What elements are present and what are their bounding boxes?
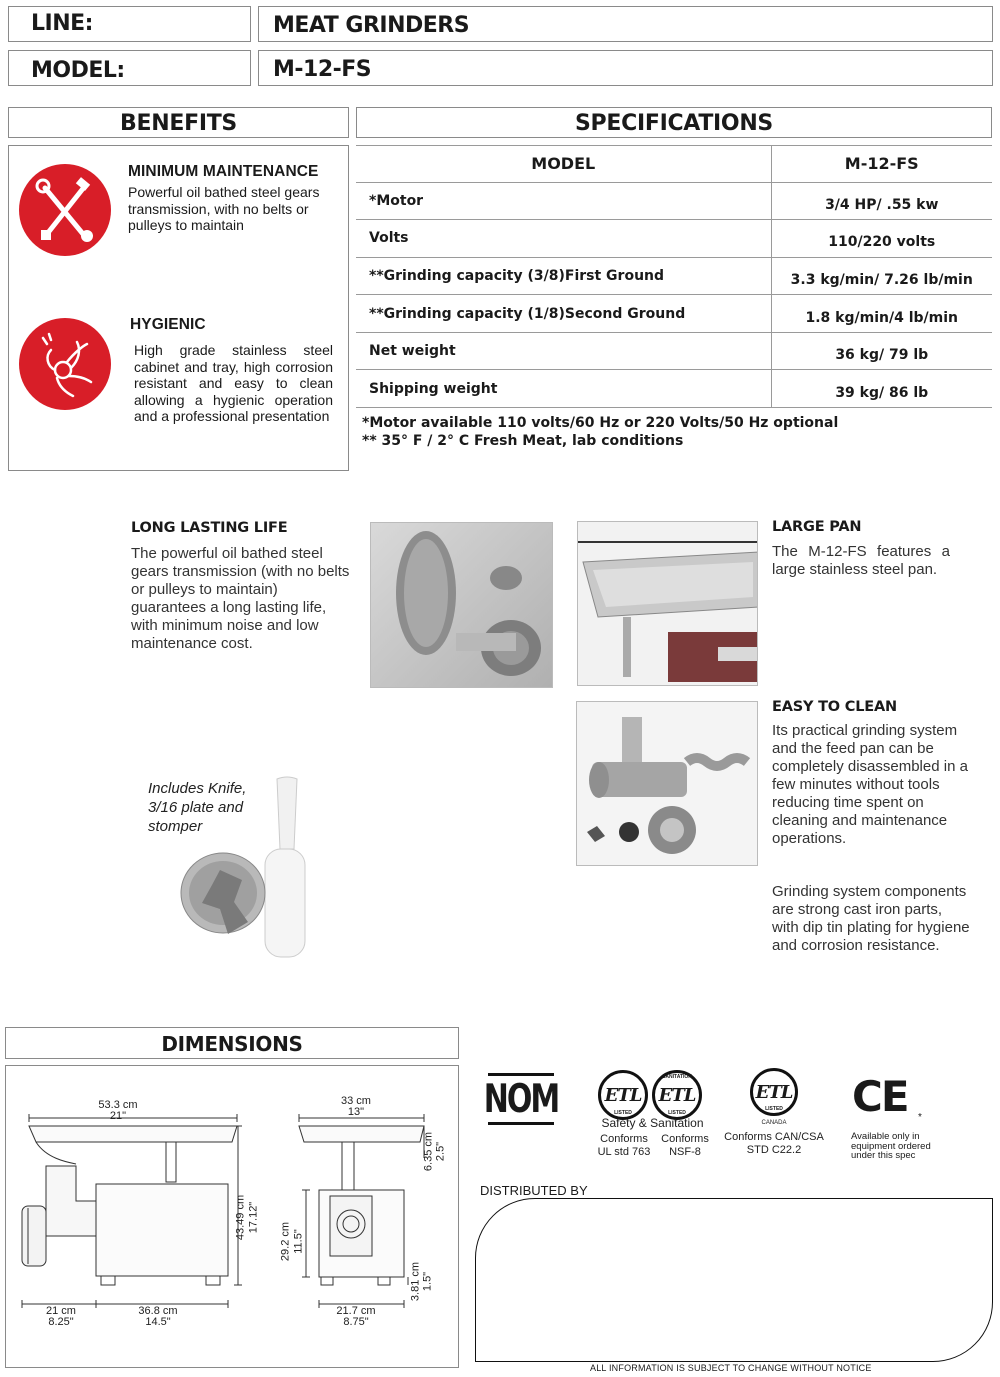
etl-mark-2: ETL	[658, 1084, 696, 1106]
large-pan-text: The M-12-FS features a large stainless steel pan.	[772, 543, 950, 578]
spec-value: 36 kg/ 79 lb	[771, 332, 992, 370]
specifications-title-box	[356, 107, 992, 138]
distributor-box	[475, 1198, 993, 1362]
spec-value: 1.8 kg/min/4 lb/min	[771, 295, 992, 333]
etl-listed-1: LISTED	[614, 1110, 632, 1116]
benefit-heading-hygienic: HYGIENIC	[130, 316, 206, 333]
front-feet-in: 1.5"	[421, 1271, 434, 1292]
safety-sanitation-caption: Safety & Sanitation	[601, 1116, 704, 1130]
etl-sanitation-text: SANITATION	[662, 1074, 692, 1080]
ce-asterisk: *	[918, 1112, 922, 1123]
easy-clean-photo	[576, 701, 758, 866]
ce-note: Available only in equipment ordered under this spec	[851, 1131, 931, 1161]
knife-plate-stomper-photo	[175, 775, 330, 965]
nom-logo	[483, 1073, 559, 1125]
dimensions-title: DIMENSIONS	[161, 1032, 303, 1056]
gears-photo	[370, 522, 553, 688]
long-life-heading: LONG LASTING LIFE	[131, 520, 288, 536]
spec-note-motor: *Motor available 110 volts/60 Hz or 220 Volts/50 Hz optional	[362, 415, 839, 431]
etl-listed-logo	[598, 1070, 648, 1120]
spec-value: 110/220 volts	[771, 220, 992, 258]
specifications-title: SPECIFICATIONS	[575, 111, 773, 136]
etl-canada-label: CANADA	[761, 1120, 787, 1126]
side-top-in: 21"	[109, 1110, 127, 1122]
easy-clean-text-2: Grinding system components are strong cast iron parts, with dip tin plating for hygiene and corrosion resistance.	[772, 883, 970, 954]
table-row	[356, 370, 992, 408]
front-pan-cm: 6.35 cm	[422, 1131, 435, 1172]
spec-header-model: MODEL	[356, 145, 771, 182]
dimensions-title-box	[5, 1027, 459, 1059]
large-pan-heading: LARGE PAN	[772, 519, 862, 535]
front-pan-in: 2.5"	[434, 1141, 447, 1162]
side-base-in: 14.5"	[145, 1316, 171, 1328]
front-top-cm: 33 cm	[341, 1095, 371, 1107]
side-height-cm: 43.49 cm	[234, 1194, 247, 1241]
benefits-title: BENEFITS	[120, 111, 237, 136]
spec-header-value: M-12-FS	[771, 145, 992, 182]
front-base-cm: 21.7 cm	[336, 1305, 376, 1317]
table-row	[356, 257, 992, 295]
line-label-box	[8, 6, 251, 42]
front-base-in: 8.75"	[343, 1316, 369, 1328]
table-row	[356, 332, 992, 370]
front-top-in: 13"	[347, 1106, 365, 1118]
table-row	[356, 220, 992, 258]
etl-mark-3: ETL	[755, 1081, 793, 1103]
etl-nsf-caption: Conforms NSF-8	[661, 1133, 709, 1158]
spec-label: *Motor	[356, 182, 771, 220]
benefit-heading-maintenance: MINIMUM MAINTENANCE	[128, 163, 319, 180]
etl-ul-caption: Conforms UL std 763	[597, 1133, 651, 1158]
etl-sanitation-logo	[652, 1070, 702, 1120]
etl-listed-2: LISTED	[668, 1110, 686, 1116]
line-label: LINE:	[31, 11, 93, 36]
easy-clean-text: Its practical grinding system and the feed pan can be completely disassembled in a few minutes without tools reducing time spent on cleaning and maintenance operations.	[772, 722, 968, 847]
side-top-cm: 53.3 cm	[98, 1099, 138, 1111]
front-body-cm: 29.2 cm	[279, 1221, 292, 1262]
side-height-in: 17.12"	[247, 1201, 260, 1234]
etl-canada-logo	[750, 1068, 798, 1116]
model-label: MODEL:	[31, 58, 125, 83]
spec-table	[356, 145, 992, 408]
benefits-panel	[8, 145, 349, 471]
benefits-title-box	[8, 107, 349, 138]
etl-listed-3: LISTED	[765, 1106, 783, 1112]
etl-csa-caption: Conforms CAN/CSA STD C22.2	[724, 1131, 824, 1156]
model-value: M-12-FS	[273, 57, 372, 82]
table-row	[356, 295, 992, 333]
benefit-text-hygienic: High grade stainless steel cabinet and tray, high corrosion resistant and easy to clean allowing a hygienic operation and a professional presentation	[134, 342, 333, 424]
model-label-box	[8, 50, 251, 86]
spec-label: Volts	[356, 220, 771, 258]
spec-label: Shipping weight	[356, 370, 771, 408]
spec-table-header	[356, 145, 992, 182]
easy-clean-heading: EASY TO CLEAN	[772, 699, 897, 715]
tools-crossed-icon	[17, 162, 113, 258]
side-left-in: 8.25"	[48, 1316, 74, 1328]
ce-mark: CE	[852, 1072, 908, 1121]
includes-caption: Includes Knife, 3/16 plate and stomper	[148, 780, 247, 835]
large-pan-photo	[577, 521, 758, 686]
side-base-cm: 36.8 cm	[138, 1305, 178, 1317]
ok-hand-icon	[17, 316, 113, 412]
spec-label: Net weight	[356, 332, 771, 370]
etl-mark-1: ETL	[604, 1084, 642, 1106]
footer-note: ALL INFORMATION IS SUBJECT TO CHANGE WITHOUT NOTICE	[590, 1363, 872, 1373]
spec-note-capacity: ** 35° F / 2° C Fresh Meat, lab conditions	[362, 433, 684, 449]
spec-value: 3/4 HP/ .55 kw	[771, 182, 992, 220]
model-value-box	[258, 50, 993, 86]
dimensions-panel	[5, 1065, 459, 1368]
line-value-box	[258, 6, 993, 42]
spec-label: **Grinding capacity (3/8)First Ground	[356, 257, 771, 295]
spec-label: **Grinding capacity (1/8)Second Ground	[356, 295, 771, 333]
long-life-text: The powerful oil bathed steel gears transmission (with no belts or pulleys to maintain) guarantees a long lasting life, with minimum noise and low maintenance cost.	[131, 545, 350, 652]
spec-value: 39 kg/ 86 lb	[771, 370, 992, 408]
distributed-by-label: DISTRIBUTED BY	[480, 1183, 588, 1198]
front-body-in: 11.5"	[292, 1229, 305, 1254]
front-feet-cm: 3.81 cm	[409, 1261, 422, 1302]
line-value: MEAT GRINDERS	[273, 13, 470, 38]
spec-value: 3.3 kg/min/ 7.26 lb/min	[771, 257, 992, 295]
benefit-text-maintenance: Powerful oil bathed steel gears transmission, with no belts or pulleys to maintain	[128, 184, 320, 233]
side-left-cm: 21 cm	[46, 1305, 76, 1317]
nom-text: NOM	[483, 1076, 559, 1122]
table-row	[356, 182, 992, 220]
